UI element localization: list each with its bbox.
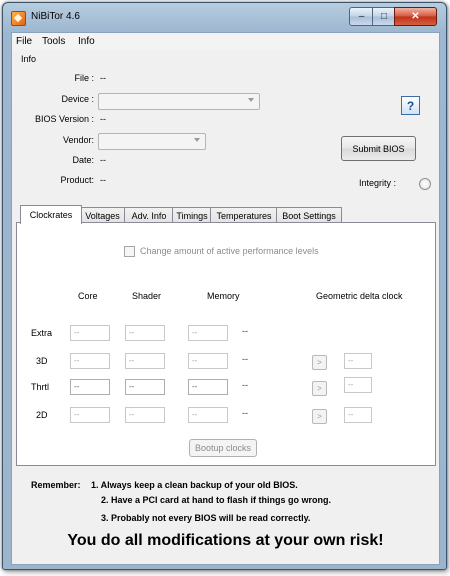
extra-shader-input[interactable]: -- (125, 325, 165, 341)
tab-adv-info[interactable]: Adv. Info (124, 207, 174, 223)
risk-warning: You do all modifications at your own risk! (67, 532, 384, 549)
clockrates-panel (16, 222, 436, 466)
device-dropdown[interactable] (98, 93, 260, 110)
chevron-right-icon: > (317, 358, 322, 367)
3d-delta-input[interactable]: -- (344, 353, 372, 369)
vendor-label: Vendor: (62, 135, 94, 145)
tab-boot-settings[interactable]: Boot Settings (276, 207, 342, 223)
thrtl-delta-arrow-button[interactable] (312, 381, 327, 396)
thrtl-memory-suffix: -- (242, 380, 248, 390)
active-levels-label: Change amount of active performance levels (140, 246, 319, 256)
menu-tools[interactable]: Tools (42, 36, 66, 47)
2d-memory-input[interactable]: -- (188, 407, 228, 423)
3d-core-input[interactable]: -- (70, 353, 110, 369)
memory-header: Memory (207, 291, 240, 301)
maximize-icon: □ (380, 11, 388, 22)
integrity-label: Integrity : (359, 178, 397, 188)
bios-version-value: -- (100, 114, 106, 124)
device-label: Device : (61, 94, 94, 104)
maximize-button[interactable] (372, 7, 396, 26)
date-label: Date: (72, 155, 94, 165)
2d-delta-input[interactable]: -- (344, 407, 372, 423)
3d-memory-input[interactable]: -- (188, 353, 228, 369)
client-area (11, 32, 440, 565)
3d-delta-arrow-button[interactable] (312, 355, 327, 370)
extra-memory-suffix: -- (242, 326, 248, 336)
minimize-button[interactable] (349, 7, 374, 26)
date-value: -- (100, 155, 106, 165)
vendor-dropdown[interactable] (98, 133, 206, 150)
submit-bios-button[interactable]: Submit BIOS (341, 136, 416, 161)
row-label-2d: 2D (36, 410, 48, 420)
close-button[interactable] (394, 7, 437, 26)
help-button[interactable] (401, 96, 420, 115)
window-title: NiBiTor 4.6 (31, 11, 80, 22)
tab-clockrates[interactable]: Clockrates (20, 205, 82, 224)
chevron-right-icon: > (317, 412, 322, 421)
note-line-3: 3. Probably not every BIOS will be read correctly. (101, 513, 311, 523)
app-icon[interactable] (11, 11, 26, 26)
minimize-icon: – (358, 11, 365, 22)
chevron-down-icon (248, 98, 254, 102)
product-label: Product: (60, 175, 94, 185)
active-levels-checkbox[interactable] (124, 246, 135, 257)
3d-memory-suffix: -- (242, 354, 248, 364)
2d-delta-arrow-button[interactable] (312, 409, 327, 424)
help-icon: ? (406, 98, 415, 113)
delta-header: Geometric delta clock (316, 291, 403, 301)
core-header: Core (78, 291, 98, 301)
extra-memory-input[interactable]: -- (188, 325, 228, 341)
menu-bar (12, 33, 439, 50)
chevron-right-icon: > (317, 384, 322, 393)
chevron-down-icon (194, 138, 200, 142)
thrtl-memory-input[interactable]: -- (188, 379, 228, 395)
bios-version-label: BIOS Version : (34, 114, 94, 124)
product-value: -- (100, 175, 106, 185)
info-group-label: Info (21, 54, 37, 64)
file-value: -- (100, 73, 106, 83)
2d-memory-suffix: -- (242, 408, 248, 418)
file-label: File : (74, 73, 94, 83)
thrtl-delta-input[interactable]: -- (344, 377, 372, 393)
2d-core-input[interactable]: -- (70, 407, 110, 423)
app-window (2, 2, 447, 570)
thrtl-shader-input[interactable]: -- (125, 379, 165, 395)
tab-temperatures[interactable]: Temperatures (210, 207, 278, 223)
note-line-2: 2. Have a PCI card at hand to flash if things go wrong. (101, 495, 332, 505)
extra-core-input[interactable]: -- (70, 325, 110, 341)
row-label-3d: 3D (36, 356, 48, 366)
row-label-extra: Extra (31, 328, 53, 338)
bootup-clocks-button[interactable]: Bootup clocks (189, 439, 257, 457)
3d-shader-input[interactable]: -- (125, 353, 165, 369)
row-label-thrtl: Thrtl (31, 382, 49, 392)
tab-voltages[interactable]: Voltages (79, 207, 126, 223)
note-line-1: 1. Always keep a clean backup of your old BIOS. (91, 480, 298, 490)
shader-header: Shader (132, 291, 162, 301)
integrity-indicator[interactable] (419, 178, 431, 190)
menu-info[interactable]: Info (78, 36, 95, 47)
thrtl-core-input[interactable]: -- (70, 379, 110, 395)
remember-label: Remember: (31, 480, 81, 490)
title-bar[interactable] (3, 3, 446, 29)
menu-file[interactable]: File (16, 36, 33, 47)
tab-timings[interactable]: Timings (172, 207, 212, 223)
close-icon: ✕ (411, 11, 420, 22)
2d-shader-input[interactable]: -- (125, 407, 165, 423)
